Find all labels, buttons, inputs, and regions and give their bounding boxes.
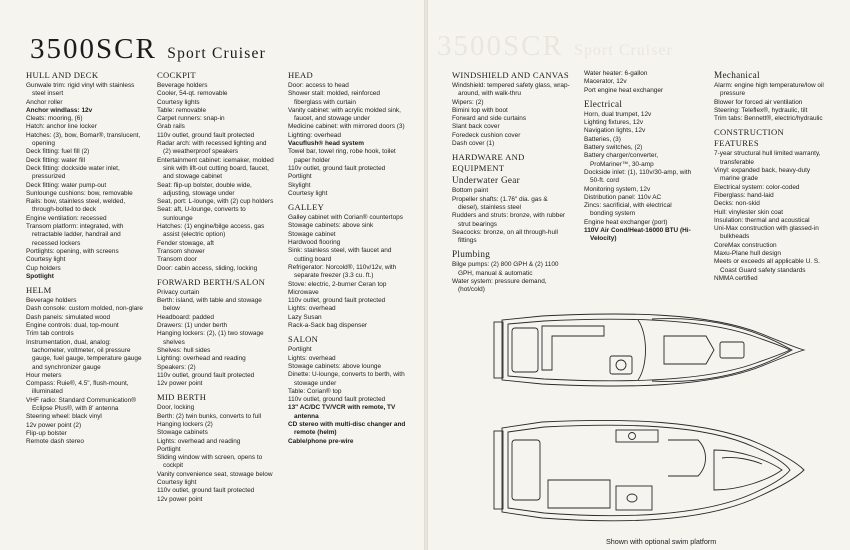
spec-item: Gunwale trim: rigid vinyl with stainless steel insert — [26, 82, 135, 98]
deck-inner-line — [508, 319, 790, 381]
spec-item: Uni-Max construction with glassed-in bulkheads — [714, 225, 819, 241]
spec-item: Battery charger/converter, ProMariner™, 30-amp — [584, 152, 659, 168]
boat-deck-plan-drawing — [492, 300, 807, 545]
spec-item: Stove: electric, 2-burner Ceran top — [288, 280, 387, 288]
helm-console — [610, 356, 632, 374]
spec-item: Decks: non-skid — [714, 200, 760, 208]
interior-hull-outline — [502, 420, 804, 520]
spec-section — [157, 392, 275, 504]
spec-item: Zincs: sacrificial, with electrical bonding system — [584, 202, 672, 218]
spec-section — [584, 70, 696, 95]
spec-item: Anchor roller — [26, 98, 63, 106]
spec-item: Portlight — [288, 346, 312, 354]
spec-item: Lights: overhead — [288, 305, 336, 313]
spec-item: Bottom paint — [452, 187, 489, 195]
aft-cockpit-seat — [512, 440, 540, 500]
section-heading: CONSTRUCTION FEATURES — [714, 127, 784, 149]
spec-item: Slant back cover — [452, 123, 500, 131]
section-heading: MID BERTH — [157, 392, 207, 403]
spec-section — [157, 277, 275, 389]
spec-section — [288, 334, 406, 446]
spec-item: Door, locking — [157, 404, 195, 412]
spec-item: Trim tab controls — [26, 330, 74, 338]
section-heading: FORWARD BERTH/SALON — [157, 276, 266, 287]
spec-item: Transom shower — [157, 247, 205, 255]
page-gutter — [424, 0, 428, 550]
image-caption: Shown with optional swim platform — [606, 537, 717, 546]
spec-item: Seat, port: L-lounge, with (2) cup holders — [157, 198, 274, 206]
spec-item: Hanging lockers: (2), (1) two stowage shelves — [157, 330, 264, 346]
ghost-title-bleedthrough — [437, 30, 673, 63]
sunpad-hatch — [720, 342, 744, 358]
spec-item: Windshield: tempered safety glass, wrap-around, with walk-thru — [452, 82, 570, 98]
spec-item: NMMA certified — [714, 274, 758, 282]
galley-sink — [629, 433, 636, 440]
spec-item: Bimini top with boot — [452, 106, 508, 114]
spec-item: Beverage holders — [157, 82, 208, 89]
spec-item: VHF radio: Standard Communication® Eclipse Plus®, with 8' antenna — [26, 396, 136, 412]
spec-item: Rails: bow, stainless steel, welded, through-bolted to deck — [26, 198, 126, 214]
spec-item: Water system: pressure demand, (hot/cold) — [452, 278, 547, 294]
spec-item: Wipers: (2) — [452, 98, 484, 106]
spec-item: Fiberglass: hand-laid — [714, 191, 774, 199]
spec-item: Entertainment cabinet: icemaker, molded sink with lift-out cutting board, faucet, and stowage cabinet — [157, 156, 274, 181]
spec-item: Spotlight — [26, 272, 54, 280]
spec-item: Cleats: mooring, (6) — [26, 115, 83, 123]
spec-item: Towel bar, towel ring, robe hook, toilet paper holder — [288, 148, 396, 164]
spec-item: Grab rails — [157, 123, 185, 131]
spec-item: 12v power point — [157, 495, 203, 503]
spec-item: Hatches: (1) engine/bilge access, gas assist (electric option) — [157, 223, 265, 239]
spec-section — [714, 127, 826, 283]
spec-item: Seacocks: bronze, on all through-hull fittings — [452, 228, 558, 245]
section-heading: Electrical — [584, 98, 623, 109]
section-heading: Mechanical — [714, 70, 760, 80]
spec-item: 13" AC/DC TV/VCR with remote, TV antenna — [288, 404, 396, 420]
spec-column-2 — [157, 70, 275, 508]
spec-item: Cable/phone pre-wire — [288, 437, 354, 445]
spec-item: 110v outlet, ground fault protected — [288, 396, 386, 404]
section-heading: Plumbing — [452, 249, 491, 260]
spec-item: Lighting: overhead and reading — [157, 355, 246, 363]
spec-item: Monitoring system, 12v — [584, 185, 651, 193]
spec-item: Stowage cabinets — [157, 429, 208, 437]
section-heading: HARDWARE AND EQUIPMENT — [452, 152, 525, 174]
steering-wheel — [616, 360, 626, 370]
section-heading: GALLEY — [288, 202, 325, 213]
spec-item: Refrigerator: Norcold®, 110v/12v, with separate freezer (3.3 cu. ft.) — [288, 263, 397, 280]
model-subtitle: Sport Cruiser — [167, 45, 266, 62]
spec-item: Radar arch: with recessed lighting and (2) weatherproof speakers — [157, 140, 267, 156]
spec-item: Sink: stainless steel, with faucet and cutting board — [288, 247, 392, 263]
spec-item: Steering wheel: black vinyl — [26, 413, 102, 421]
spec-item: Battery switches, (2) — [584, 144, 643, 152]
spec-item: Hour meters — [26, 371, 62, 379]
spec-item: 12v power point (2) — [26, 421, 82, 429]
spec-column-6 — [714, 70, 826, 287]
section-heading: HEAD — [288, 70, 314, 80]
spec-item: Door: cabin access, sliding, locking — [157, 264, 258, 272]
section-heading: HULL AND DECK — [26, 70, 99, 80]
spec-item: Cup holders — [26, 264, 61, 272]
head-toilet — [627, 494, 637, 502]
spec-item: Fender stowage, aft — [157, 239, 214, 247]
spec-item: Dash console: custom molded, non-glare — [26, 305, 144, 313]
spec-item: Carpet runners: snap-in — [157, 115, 225, 123]
spec-item: Sunlounge cushions: bow, removable — [26, 189, 133, 197]
section-heading: COCKPIT — [157, 70, 196, 80]
spec-item: Hatch: anchor line locker — [26, 123, 97, 131]
windshield — [638, 320, 646, 380]
ghost-model-subtitle: Sport Cruiser — [574, 42, 673, 59]
spec-item: Bilge pumps: (2) 800 GPH & (2) 1100 GPH, manual & automatic — [452, 261, 559, 277]
spec-item: Lighting fixtures, 12v — [584, 119, 644, 127]
spec-item: Lights: overhead and reading — [157, 437, 241, 445]
spec-section — [584, 99, 696, 244]
spec-item: CD stereo with multi-disc changer and remote (helm) — [288, 420, 406, 437]
spec-item: Shower stall: molded, reinforced fiberglass with curtain — [288, 90, 380, 106]
spec-item: Distribution panel: 110v AC — [584, 193, 662, 201]
spec-item: Table: Corian® top — [288, 387, 342, 395]
spec-item: Lighting: overhead — [288, 131, 341, 139]
spec-item: Speakers: (2) — [157, 363, 196, 371]
spec-item: 110v outlet, ground fault protected — [288, 297, 386, 305]
spec-item: Propeller shafts: (1.76" dia. gas & diesel), stainless steel — [452, 195, 548, 211]
spec-item: Hull: vinylester skin coat — [714, 208, 784, 216]
spec-item: Berth: island, with table and stowage below — [157, 297, 262, 313]
spec-item: Foredeck cushion cover — [452, 131, 521, 139]
spec-item: Maxu-Plane hull design — [714, 250, 781, 258]
section-heading: SALON — [288, 334, 319, 345]
spec-item: Batteries, (3) — [584, 135, 621, 143]
spec-item: Alarm: engine high temperature/low oil pressure — [714, 82, 824, 98]
spec-item: Port engine heat exchanger — [584, 86, 664, 94]
spec-item: Berth: (2) twin bunks, converts to full — [157, 412, 262, 420]
cockpit-aft-lounge — [512, 328, 538, 372]
spec-item: Forward and side curtains — [452, 115, 527, 123]
spec-item: Deck fitting: dockside water inlet, pressurized — [26, 164, 120, 181]
spec-item: Medicine cabinet: with mirrored doors (3) — [288, 123, 405, 131]
spec-item: Instrumentation, dual, analog: tachometer, voltmeter, oil pressure gauge, fuel gauge, temperature gauge and synchronizer gauge — [26, 338, 142, 371]
page-title — [30, 33, 266, 66]
spec-column-3 — [288, 70, 406, 450]
spec-item: Drawers: (1) under berth — [157, 322, 228, 330]
spec-item: Skylight — [288, 181, 311, 189]
spec-item: Deck fitting: water fill — [26, 156, 86, 164]
spec-item: Blower for forced air ventilation — [714, 98, 803, 106]
spec-item: Navigation lights, 12v — [584, 127, 646, 135]
spec-item: Sliding window with screen, opens to cockpit — [157, 454, 263, 470]
spec-item: Vanity cabinet: with acrylic molded sink, faucet, and stowage under — [288, 106, 401, 123]
spec-item: Beverage holders — [26, 297, 77, 305]
spec-section — [714, 70, 826, 123]
spec-item: Deck fitting: water pump-out — [26, 181, 107, 189]
spec-item: Lights: overhead — [288, 354, 336, 362]
spec-item: Dinette: U-lounge, converts to berth, with stowage under — [288, 371, 405, 387]
spec-item: Transom door — [157, 256, 197, 264]
spec-item: Trim tabs: Bennett®, electric/hydraulic — [714, 115, 823, 123]
spec-item: 110v outlet, ground fault protected — [157, 131, 255, 139]
spec-item: 110v outlet, ground fault protected — [157, 371, 255, 379]
spec-item: Lazy Susan — [288, 313, 322, 321]
spec-item: Horn, dual trumpet, 12v — [584, 110, 652, 118]
spec-item: 110v outlet, ground fault protected — [288, 164, 386, 172]
spec-item: Dash cover (1) — [452, 140, 495, 148]
foredeck-hatch — [664, 336, 714, 364]
spec-item: CoreMax construction — [714, 241, 777, 249]
spec-item: Water heater: 6-gallon — [584, 70, 648, 77]
spec-section — [452, 152, 570, 245]
spec-column-5 — [584, 70, 696, 248]
spec-section — [452, 249, 570, 294]
mid-berth — [548, 480, 610, 508]
spec-item: Vacuflush® head system — [288, 140, 364, 148]
spec-item: Anchor windlass: 12v — [26, 106, 93, 114]
galley-counter — [616, 430, 658, 442]
spec-item: Courtesy light — [26, 256, 66, 264]
spec-item: Deck fitting: fuel fill (2) — [26, 148, 90, 156]
spec-item: Seat: flip-up bolster, double wide, adjusting, stowage under — [157, 181, 252, 197]
spec-item: Portlight — [157, 445, 181, 453]
spec-section — [26, 70, 144, 281]
spec-item: Shelves: hull sides — [157, 346, 211, 354]
spec-section — [157, 70, 275, 273]
spec-item: Vinyl: expanded back, heavy-duty marine grade — [714, 167, 811, 183]
spec-item: Remote dash stereo — [26, 438, 84, 446]
head-compartment — [616, 486, 652, 510]
spec-item: Steering: Teleflex®, hydraulic, tilt — [714, 106, 808, 114]
spec-item: 110v outlet, ground fault protected — [157, 487, 255, 495]
spec-item: Courtesy lights — [157, 98, 200, 106]
spec-item: Stowage cabinets: above sink — [288, 222, 374, 230]
spec-item: Engine heat exchanger (port) — [584, 218, 668, 226]
spec-item: 12v power point — [157, 380, 203, 388]
spec-item: Hanging lockers (2) — [157, 420, 213, 428]
spec-item: Vanity convenience seat, stowage below — [157, 470, 273, 478]
spec-item: Transom platform: integrated, with retractable ladder, handrail and recessed lockers — [26, 223, 124, 247]
spec-item: Engine controls: dual, top-mount — [26, 322, 119, 330]
spec-column-4 — [452, 70, 570, 299]
spec-column-1 — [26, 70, 144, 450]
spec-item: Door: access to head — [288, 82, 349, 89]
deck-hull-outline — [502, 314, 804, 386]
spec-item: Stowage cabinets: above lounge — [288, 362, 382, 370]
spec-item: Flip-up bolster — [26, 429, 67, 437]
spec-item: Stowage cabinet — [288, 230, 336, 238]
spec-item: Insulation: thermal and acoustical — [714, 216, 810, 224]
spec-item: Rack-a-Sack bag dispenser — [288, 322, 368, 330]
spec-item: Headboard: padded — [157, 313, 214, 321]
spec-item: Macerator, 12v — [584, 78, 627, 86]
spec-item: Electrical system: color-coded — [714, 183, 800, 191]
spec-item: Engine ventilation: recessed — [26, 214, 107, 222]
cockpit-side-lounge — [542, 326, 604, 370]
section-heading: WINDSHIELD AND CANVAS — [452, 70, 569, 80]
spec-item: 110V Air Cond/Heat-16000 BTU (Hi-Velocity) — [584, 227, 691, 243]
section-heading: HELM — [26, 285, 52, 296]
salon-dinette — [668, 440, 706, 476]
subsection-heading: Underwater Gear — [452, 175, 521, 186]
spec-item: Microwave — [288, 288, 319, 296]
spec-item: Cooler, 54-qt. removable — [157, 90, 228, 98]
spec-item: Dockside inlet: (1), 110v/30-amp, with 50-ft. cord — [584, 168, 692, 185]
spec-section — [452, 70, 570, 148]
spec-item: Table: removable — [157, 106, 207, 114]
ghost-model-name: 3500SCR — [437, 30, 564, 62]
spec-item: Meets or exceeds all applicable U. S. Coast Guard safety standards — [714, 258, 820, 274]
spec-item: Rudders and struts: bronze, with rubber strut bearings — [452, 212, 566, 228]
spec-item: Seat: aft, U-lounge, converts to sunlounge — [157, 206, 246, 222]
spec-item: Hatches: (3), bow, Bomar®, translucent, opening — [26, 131, 141, 148]
spec-item: Courtesy light — [157, 479, 197, 487]
spec-item: Compass: Ruie®, 4.5", flush-mount, illuminated — [26, 380, 129, 396]
spec-item: Courtesy light — [288, 189, 328, 197]
model-name: 3500SCR — [30, 33, 157, 65]
spec-item: Privacy curtain — [157, 288, 200, 296]
spec-section — [26, 285, 144, 446]
spec-item: Galley cabinet with Corian® countertops — [288, 214, 403, 222]
spec-item: Portlight — [288, 173, 312, 181]
forward-berth-pillow — [722, 457, 762, 464]
spec-item: Dash panels: simulated wood — [26, 313, 111, 321]
spec-item: Hardwood flooring — [288, 239, 341, 247]
spec-section — [288, 70, 406, 198]
spec-section — [288, 202, 406, 330]
spec-item: 7-year structural hull limited warranty, transferable — [714, 150, 821, 166]
spec-item: Portlights: opening, with screens — [26, 247, 119, 255]
